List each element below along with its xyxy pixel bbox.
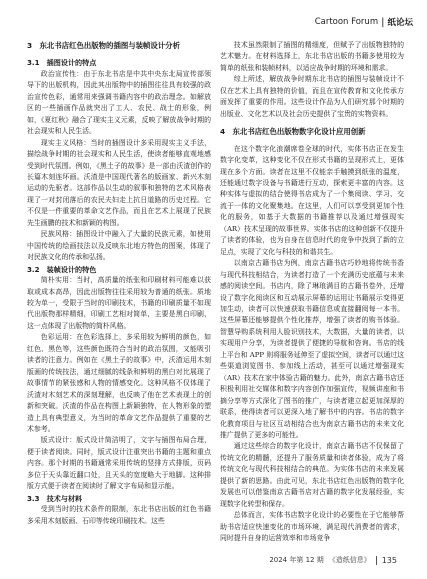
page-header: [315, 16, 413, 28]
paragraph: 民族风格：插图设计中融入了大量的民族元素，如使用中国传统的绘画技法以及反映东北地方特色的图案，体现了对民族文化的传承和弘扬。: [27, 230, 211, 262]
header-separator: |: [381, 16, 385, 28]
paragraph: 总体而言，实体书店数字化设计的必要性在于它能够帮助书店适应快速变化的市场环境，满足现代消费者的需求，同时提升自身的运营效率和市场竞争: [220, 511, 404, 543]
subsection-heading-3-2: 3.2 装帧设计的特色: [27, 264, 97, 274]
right-column: [220, 40, 404, 544]
subsection-heading-3-3: 3.3 技术与材料: [27, 493, 83, 503]
page-number: 135: [381, 555, 397, 565]
paragraph: 技术虽然限制了插图的精细度，但赋予了出版物独特的艺术魅力。在材料选择上，东北书店出版的书籍多使用较为简单的纸张和装帧材料，以适应战争时期的环境和需求。: [220, 41, 404, 72]
magazine-name: 《造纸信息》: [328, 556, 371, 564]
section-heading-4: 4 东北书店红色出版物数字化设计应用创新: [220, 127, 366, 137]
paragraph: 色彩运用：在色彩选择上，多采用较为鲜明的颜色，如红色、黑色等，这些颜色既符合当时的政治氛围，又能吸引读者的注意力。例如在《黑土子的故事》中，沃渣运用木刻版画的传统技法，通过细腻的线条和鲜明的黑白对比展现了故事情节的紧张感和人物的情感变化。这种风格不仅体现了沃渣对木刻艺术的深刻理解，也反映了他在艺术表现上的创新和突破。沃渣的作品在构图上新颖独特，在人物形象的塑造上具有典型意义，为当时的革命文艺作品提供了重要的艺术参考。: [27, 333, 211, 433]
issue-label: 2024 年第 12 期: [269, 556, 324, 564]
paragraph: 在这个数字化浪潮席卷全球的时代，实体书店正在发生数字化变革，这种变化不仅在形式书籍的呈现形式上，更体现在多个方面。读者在这里不仅能亲手触摸到纸张的温度，还能通过数字设备与书籍进行互动，探索更丰富的内容。这种实体与虚拟的结合使得书店成为了一个集阅读、学习、交流于一体的文化聚集地。在这里，人们可以享受到更加个性化的服务，如基于大数据的书籍推荐以及通过增强现实（AR）技术呈现的故事世界。实体书店的这种创新不仅提升了读者的体验，也为自身在信息时代的竞争中找到了新的立足点，实现了文化与科技的和谐共生。: [220, 144, 404, 256]
paragraph: 简朴实用：当时，高质量的纸张和印刷材料可能难以获取或成本高昂，因此出版物往往采用较为普通的纸张。质地较为单一，受限于当时的印刷技术，书籍的印刷质量不如现代出版物那样精细，印刷工艺相对简单，主要是黑白印刷，这一点体现了出版物的简朴风格。: [27, 276, 211, 330]
paragraph: 版式设计：版式设计简洁明了，文字与插图布局合理，便于读者阅读。同时，版式设计注重突出书籍的主题和重点内容。那个时期的书籍通常采用传统的竖排方式排版，页码多位于天头靠近翻口处，且天头的宽度略大于地脚。这种排版方式便于读者在阅读时了解文字布局和显示能。: [27, 436, 211, 491]
column-name: 纸论坛: [387, 18, 413, 28]
left-column: [27, 40, 211, 527]
section-heading-3: 3 东北书店红色出版物的插图与装帧设计分析: [27, 41, 180, 50]
journal-name: Cartoon Forum: [314, 17, 379, 27]
paragraph: 以南京古籍书店为例，南京古籍书店巧妙地将传统书香与现代科技相结合，为读者打造了一个充满历史底蕴与未来感的阅读空间。书店内，除了琳琅满目的古籍书卷外，还增设了数字化阅读区和互动展示屏幕的运用让书籍展示变得更加生动，读者可以快速获取书籍信息或直接翻阅每一本书。这些屏幕还能够提供个性化推荐，增强了读者的购书体验。智慧导购系统利用人脸识别技术，大数据，大量的读者，以实现用户分享，为读者提供了便捷的导航和咨询。书店的线上平台和 APP 则将服务延伸至了虚拟空间，读者可以通过这些渠道浏览图书、参加线上活动，甚至可以通过增强现实（AR）技术在家中体验古籍的魅力。此外，南京古籍书店还积极利用社交媒体和数字内容创作加强宣传，视频讲座和书摘分享等方式深化了图书的推广，与读者建立起更加深厚的联系，使得读者可以更深入地了解书中的内容。书店的数字化教育项目与社区互动相结合也为南京古籍书店的未来文化推广提供了更多的可能性。: [220, 259, 405, 439]
paragraph: 通过这些综合的数字化设计，南京古籍书店不仅保留了传统文化的精髓，还提升了服务质量和读者体验，成为了将传统文化与现代科技相结合的典范。为实体书店的未来发展提供了新的思路。由此可见，东北书店红色出版物的数字化发展也可以借鉴南京古籍书店对古籍的数字化发展经验，实现数字化转型和保存。: [220, 442, 404, 508]
page-footer: [269, 555, 397, 565]
paragraph: 政治宣传性：由于东北书店是中共中央东北局宣传部领导下的出版机构，因此其出版物中的插图往往具有较强的政治宣传色彩，通常用来强调书籍内容中的政治理念。如解放区的一些插画作品就突出了工人、农民、战士的形象，例如，《夏红秋》融合了现实主义元素，反映了解放战争时期的社会现实和人民生活。: [27, 69, 211, 136]
paragraph: 综上所述，解放战争时期东北书店的插图与装帧设计不仅在艺术上具有独特的价值，而且在宣传教育和文化传承方面发挥了重要的作用。这些设计作品为人们研究那个时期的出版业、文化艺术以及社会历史提供了宝贵的实物资料。: [220, 75, 404, 118]
subsection-heading-3-1: 3.1 插图设计的特点: [27, 58, 97, 68]
paragraph: 现实主义风格：当时的插图设计多采用现实主义手法，描绘战争时期的社会现实和人民生活，使读者能够直观地感受到时代氛围。例如，《黑土子的故事》是一部由沃渣创作的长篇木刻连环画。沃渣是中国现代著名的版画家、新兴木刻运动的先驱者。这部作品以生动的叙事和独特的艺术风格表现了一对封闭落后的农民夫妇走上抗日道路的历史过程。它不仅是一件重要的革命文艺作品，而且在艺术上展现了民族先生画鹏的技术和新颖的构图。: [27, 138, 211, 227]
footer-divider: [376, 556, 377, 565]
paragraph: 受到当时的技术条件的限制，东北书店出版的红色书籍多采用木刻版画、石印等传统印刷技术。这些: [27, 505, 211, 525]
